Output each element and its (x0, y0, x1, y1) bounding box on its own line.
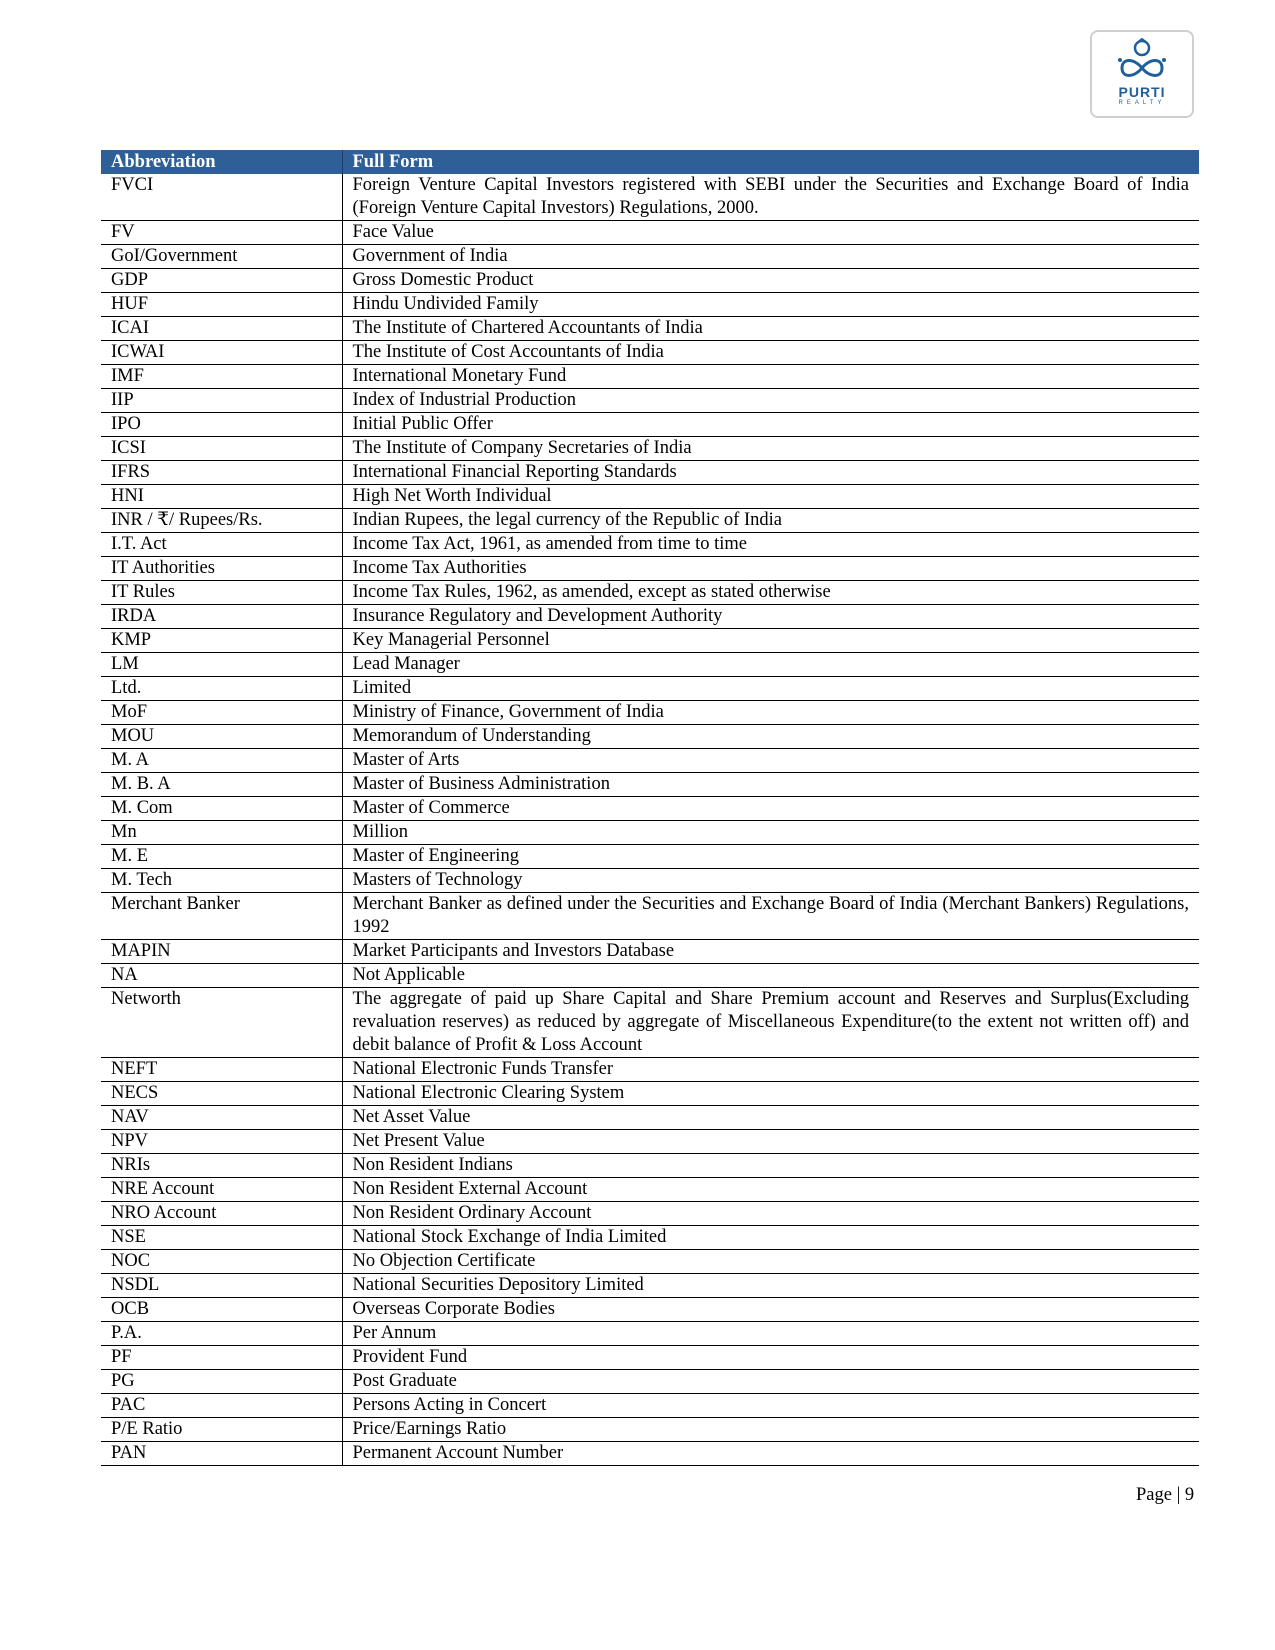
table-row (101, 1274, 1199, 1298)
full-form-cell: International Monetary Fund (342, 365, 1199, 389)
abbreviation-cell: OCB (101, 1298, 342, 1322)
abbreviation-cell: P/E Ratio (101, 1418, 342, 1442)
full-form-cell: Limited (342, 677, 1199, 701)
infinity-crest-icon (1112, 38, 1172, 84)
table-row (101, 725, 1199, 749)
full-form-cell: Master of Commerce (342, 797, 1199, 821)
abbreviation-cell: NRE Account (101, 1178, 342, 1202)
abbreviation-cell: GoI/Government (101, 245, 342, 269)
full-form-cell: Income Tax Act, 1961, as amended from time to time (342, 533, 1199, 557)
company-logo (1090, 30, 1194, 118)
full-form-cell: Masters of Technology (342, 869, 1199, 893)
table-row (101, 293, 1199, 317)
table-row (101, 1226, 1199, 1250)
full-form-cell: National Stock Exchange of India Limited (342, 1226, 1199, 1250)
table-row (101, 317, 1199, 341)
table-row (101, 485, 1199, 509)
table-row (101, 365, 1199, 389)
table-row (101, 1394, 1199, 1418)
abbreviation-cell: KMP (101, 629, 342, 653)
full-form-cell: Master of Business Administration (342, 773, 1199, 797)
abbreviation-cell: PF (101, 1346, 342, 1370)
table-row (101, 221, 1199, 245)
table-row (101, 605, 1199, 629)
table-row (101, 1442, 1199, 1466)
full-form-cell: Master of Arts (342, 749, 1199, 773)
full-form-cell: Per Annum (342, 1322, 1199, 1346)
table-row (101, 701, 1199, 725)
abbreviation-cell: NA (101, 964, 342, 988)
full-form-cell: Key Managerial Personnel (342, 629, 1199, 653)
abbreviation-cell: PG (101, 1370, 342, 1394)
full-form-cell: Million (342, 821, 1199, 845)
full-form-cell: Non Resident Indians (342, 1154, 1199, 1178)
full-form-cell: Post Graduate (342, 1370, 1199, 1394)
full-form-cell: Ministry of Finance, Government of India (342, 701, 1199, 725)
full-form-cell: Provident Fund (342, 1346, 1199, 1370)
table-row (101, 245, 1199, 269)
full-form-cell: Master of Engineering (342, 845, 1199, 869)
full-form-cell: Income Tax Rules, 1962, as amended, except as stated otherwise (342, 581, 1199, 605)
table-row (101, 1178, 1199, 1202)
abbreviation-cell: M. A (101, 749, 342, 773)
full-form-cell: High Net Worth Individual (342, 485, 1199, 509)
abbreviation-cell: PAC (101, 1394, 342, 1418)
abbreviation-cell: ICWAI (101, 341, 342, 365)
full-form-cell: Hindu Undivided Family (342, 293, 1199, 317)
table-row (101, 749, 1199, 773)
table-row (101, 773, 1199, 797)
table-row (101, 821, 1199, 845)
table-row (101, 940, 1199, 964)
abbreviation-cell: NRO Account (101, 1202, 342, 1226)
table-row (101, 341, 1199, 365)
table-row (101, 437, 1199, 461)
abbreviation-cell: IMF (101, 365, 342, 389)
abbreviation-cell: IT Authorities (101, 557, 342, 581)
abbreviation-cell: MOU (101, 725, 342, 749)
table-row (101, 1130, 1199, 1154)
full-form-cell: National Electronic Clearing System (342, 1082, 1199, 1106)
abbreviation-cell: I.T. Act (101, 533, 342, 557)
abbreviation-cell: ICAI (101, 317, 342, 341)
table-row (101, 797, 1199, 821)
full-form-cell: Memorandum of Understanding (342, 725, 1199, 749)
abbreviation-cell: IRDA (101, 605, 342, 629)
abbreviation-cell: INR / ₹/ Rupees/Rs. (101, 509, 342, 533)
abbreviation-cell: Ltd. (101, 677, 342, 701)
abbreviation-cell: M. E (101, 845, 342, 869)
abbreviation-cell: MAPIN (101, 940, 342, 964)
abbreviation-cell: NAV (101, 1106, 342, 1130)
table-row (101, 413, 1199, 437)
full-form-cell: Non Resident External Account (342, 1178, 1199, 1202)
abbreviation-cell: Merchant Banker (101, 893, 342, 940)
table-row (101, 509, 1199, 533)
abbreviation-cell: IIP (101, 389, 342, 413)
full-form-cell: The Institute of Cost Accountants of India (342, 341, 1199, 365)
page-number: Page | 9 (1136, 1485, 1195, 1505)
table-row (101, 269, 1199, 293)
table-row (101, 988, 1199, 1058)
table-row (101, 533, 1199, 557)
full-form-cell: Lead Manager (342, 653, 1199, 677)
abbreviation-cell: GDP (101, 269, 342, 293)
table-row (101, 174, 1199, 221)
header-full-form: Full Form (342, 150, 1199, 174)
table-row (101, 629, 1199, 653)
abbreviation-cell: MoF (101, 701, 342, 725)
full-form-cell: Merchant Banker as defined under the Securities and Exchange Board of India (Merchant Bankers) Regulations, 1992 (342, 893, 1199, 940)
abbreviation-cell: P.A. (101, 1322, 342, 1346)
full-form-cell: Market Participants and Investors Database (342, 940, 1199, 964)
abbreviation-cell: NSDL (101, 1274, 342, 1298)
table-row (101, 557, 1199, 581)
full-form-cell: Index of Industrial Production (342, 389, 1199, 413)
header-abbreviation: Abbreviation (101, 150, 342, 174)
abbreviation-cell: Mn (101, 821, 342, 845)
abbreviation-cell: HUF (101, 293, 342, 317)
table-row (101, 1370, 1199, 1394)
table-row (101, 893, 1199, 940)
full-form-cell: International Financial Reporting Standards (342, 461, 1199, 485)
full-form-cell: Permanent Account Number (342, 1442, 1199, 1466)
full-form-cell: Foreign Venture Capital Investors registered with SEBI under the Securities and Exchange Board of India (Foreign Venture Capital Investors) Regulations, 2000. (342, 174, 1199, 221)
abbreviations-table (101, 150, 1199, 1466)
full-form-cell: Price/Earnings Ratio (342, 1418, 1199, 1442)
full-form-cell: National Securities Depository Limited (342, 1274, 1199, 1298)
full-form-cell: No Objection Certificate (342, 1250, 1199, 1274)
full-form-cell: Net Asset Value (342, 1106, 1199, 1130)
table-row (101, 1322, 1199, 1346)
table-row (101, 389, 1199, 413)
table-row (101, 964, 1199, 988)
full-form-cell: The Institute of Company Secretaries of India (342, 437, 1199, 461)
table-header-row (101, 150, 1199, 174)
full-form-cell: The aggregate of paid up Share Capital and Share Premium account and Reserves and Surplus(Excluding revaluation reserves) as reduced by aggregate of Miscellaneous Expenditure(to the extent not written off) and debit balance of Profit & Loss Account (342, 988, 1199, 1058)
logo-subtitle: REALTY (1118, 100, 1166, 106)
table-row (101, 1106, 1199, 1130)
abbreviation-cell: M. Tech (101, 869, 342, 893)
table-row (101, 869, 1199, 893)
abbreviation-cell: FV (101, 221, 342, 245)
full-form-cell: Insurance Regulatory and Development Authority (342, 605, 1199, 629)
full-form-cell: Not Applicable (342, 964, 1199, 988)
table-row (101, 677, 1199, 701)
abbreviation-cell: HNI (101, 485, 342, 509)
abbreviation-cell: LM (101, 653, 342, 677)
abbreviation-cell: PAN (101, 1442, 342, 1466)
table-row (101, 1298, 1199, 1322)
table-row (101, 1418, 1199, 1442)
abbreviation-cell: NEFT (101, 1058, 342, 1082)
table-row (101, 1346, 1199, 1370)
abbreviation-cell: NECS (101, 1082, 342, 1106)
table-row (101, 653, 1199, 677)
table-row (101, 845, 1199, 869)
abbreviation-cell: M. B. A (101, 773, 342, 797)
abbreviation-cell: NSE (101, 1226, 342, 1250)
full-form-cell: Gross Domestic Product (342, 269, 1199, 293)
full-form-cell: Indian Rupees, the legal currency of the Republic of India (342, 509, 1199, 533)
abbreviation-cell: NOC (101, 1250, 342, 1274)
table-row (101, 1154, 1199, 1178)
table-row (101, 581, 1199, 605)
full-form-cell: Government of India (342, 245, 1199, 269)
abbreviation-cell: Networth (101, 988, 342, 1058)
full-form-cell: Initial Public Offer (342, 413, 1199, 437)
abbreviation-cell: ICSI (101, 437, 342, 461)
abbreviation-cell: IFRS (101, 461, 342, 485)
abbreviation-cell: NRIs (101, 1154, 342, 1178)
full-form-cell: The Institute of Chartered Accountants of India (342, 317, 1199, 341)
abbreviation-cell: M. Com (101, 797, 342, 821)
full-form-cell: Net Present Value (342, 1130, 1199, 1154)
abbreviation-cell: NPV (101, 1130, 342, 1154)
logo-name: PURTI (1118, 84, 1166, 100)
full-form-cell: Overseas Corporate Bodies (342, 1298, 1199, 1322)
table-row (101, 1082, 1199, 1106)
table-row (101, 1058, 1199, 1082)
table-row (101, 461, 1199, 485)
full-form-cell: Face Value (342, 221, 1199, 245)
full-form-cell: National Electronic Funds Transfer (342, 1058, 1199, 1082)
table-row (101, 1202, 1199, 1226)
full-form-cell: Non Resident Ordinary Account (342, 1202, 1199, 1226)
abbreviation-cell: IT Rules (101, 581, 342, 605)
abbreviation-cell: IPO (101, 413, 342, 437)
full-form-cell: Persons Acting in Concert (342, 1394, 1199, 1418)
abbreviation-cell: FVCI (101, 174, 342, 221)
table-row (101, 1250, 1199, 1274)
full-form-cell: Income Tax Authorities (342, 557, 1199, 581)
